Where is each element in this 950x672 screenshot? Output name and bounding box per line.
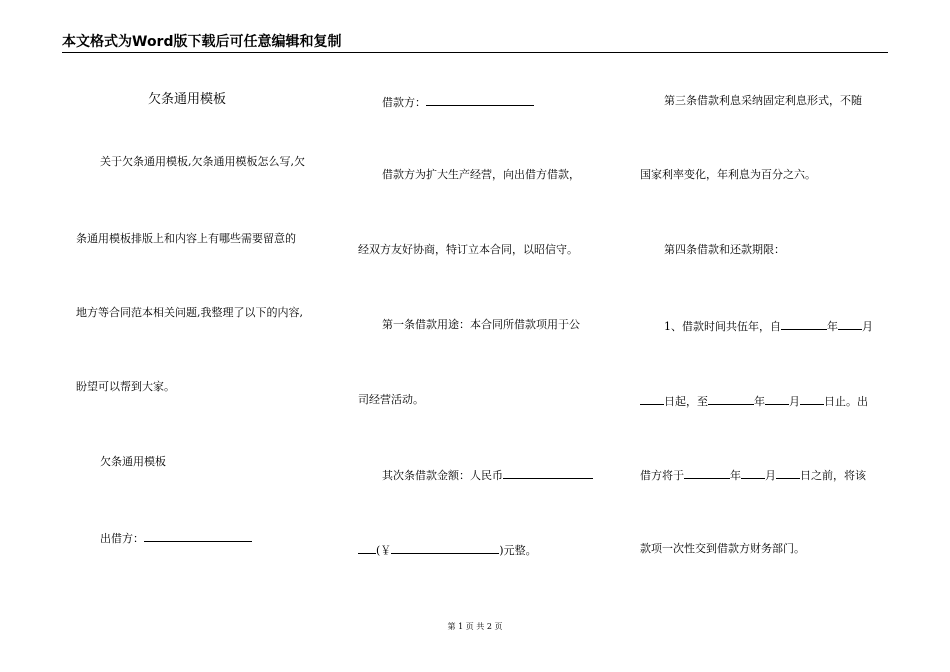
lender-line [100,530,252,546]
month-label-2: 月 [789,395,800,408]
article1-line-2: 司经营活动。 [358,393,424,406]
intro-line-2: 条通用模板排版上和内容上有哪些需要留意的 [76,232,296,245]
repay-day-blank [776,467,800,479]
template-subtitle: 欠条通用模板 [100,455,166,468]
article2-label: 其次条借款金额：人民币 [382,469,503,482]
current-page-number: 1 [458,622,464,631]
article2-line-2 [358,542,537,558]
end-year-blank [708,393,754,405]
term-line-3 [640,467,866,483]
page-footer-unit-2: 页 [494,622,503,631]
end-day-blank [800,393,824,405]
page-footer-unit-1: 页 [465,622,474,631]
start-year-blank [781,318,827,330]
yuan-amount-blank [391,542,499,554]
borrower-label: 借款方： [382,96,426,109]
yuan-paren-open: (￥ [376,544,392,557]
borrower-blank [426,94,534,106]
article3-line-2: 国家利率变化，年利息为百分之六。 [640,168,816,181]
document-header: 本文格式为Word版下载后可任意编辑和复制 [62,34,342,50]
article2-line-1 [382,467,593,483]
repay-day-label: 日之前，将该 [800,469,866,482]
start-day-blank [640,393,664,405]
day-end-label: 日止。出 [824,395,868,408]
amount-blank [503,467,593,479]
header-divider [62,52,888,53]
end-month-blank [765,393,789,405]
month-label-3: 月 [765,469,776,482]
year-label-2: 年 [754,395,765,408]
day-from-label: 日起，至 [664,395,708,408]
intro-line-1: 关于欠条通用模板,欠条通用模板怎么写,欠 [100,155,305,168]
term-line-1 [664,318,873,334]
repay-year-blank [684,467,730,479]
lender-label: 出借方： [100,532,144,545]
year-label-1: 年 [827,320,838,333]
article4-title: 第四条借款和还款期限： [664,243,785,256]
page-footer-prefix: 第 [447,622,456,631]
month-label-1: 月 [862,320,873,333]
repay-prefix: 借方将于 [640,469,684,482]
lender-blank [144,530,252,542]
yuan-suffix: )元整。 [499,544,537,557]
para1-line-1: 借款方为扩大生产经营，向出借方借款， [382,168,580,181]
intro-line-4: 盼望可以帮到大家。 [76,380,175,393]
total-page-count: 2 [486,622,492,631]
term-line-2 [640,393,868,409]
document-title: 欠条通用模板 [148,92,227,107]
page-footer-total-prefix: 共 [476,622,485,631]
article1-line-1: 第一条借款用途：本合同所借款项用于公 [382,318,580,331]
year-label-3: 年 [730,469,741,482]
para1-line-2: 经双方友好协商，特订立本合同，以昭信守。 [358,243,578,256]
repay-month-blank [741,467,765,479]
start-month-blank [838,318,862,330]
borrower-line [382,94,534,110]
term-prefix: 1、借款时间共伍年，自 [664,320,781,333]
amount-lead-blank [358,542,376,554]
page-footer [0,622,950,632]
article3-line-1: 第三条借款利息采纳固定利息形式，不随 [664,94,862,107]
intro-line-3: 地方等合同范本相关问题,我整理了以下的内容, [76,306,303,319]
term-line-4: 款项一次性交到借款方财务部门。 [640,542,805,555]
